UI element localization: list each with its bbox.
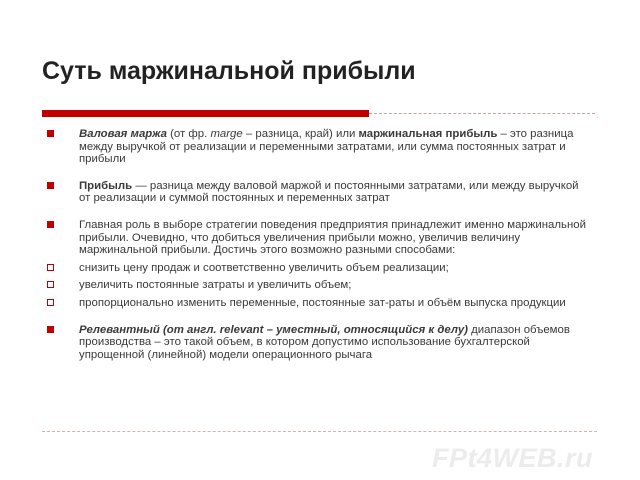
divider-red-bar — [42, 110, 369, 117]
bullet-way-2 — [44, 279, 589, 292]
bullet-hollow-square-icon — [47, 264, 54, 271]
bullet-text: – разница, край) или — [242, 128, 359, 140]
divider-dashed-line — [369, 113, 595, 114]
term-profit: Прибыль — [79, 179, 133, 192]
bullet-way-3 — [44, 297, 589, 310]
bullet-text: – это разница между выручкой от реализации и переменными затратами, или сумма постоянных затрат и прибыли — [79, 128, 574, 166]
divider-end-dot: . — [596, 111, 599, 120]
bullet-relevant-range — [44, 324, 589, 362]
bullet-square-icon — [47, 182, 54, 189]
bullet-text: увеличить постоянные затраты и увеличить объем; — [79, 279, 352, 292]
title-divider — [42, 110, 597, 119]
bullet-text: пропорционально изменить переменные, постоянные зат-раты и объём выпуска продукции — [79, 296, 566, 309]
term-marge: marge — [210, 128, 243, 140]
bullet-way-1 — [44, 262, 589, 275]
site-watermark: FPt4WEB.ru — [432, 443, 594, 473]
bullet-square-icon — [47, 326, 54, 333]
bullet-square-icon — [47, 130, 54, 137]
bullet-gross-margin — [44, 128, 589, 166]
term-gross-margin: Валовая маржа — [79, 128, 167, 140]
bullet-square-icon — [47, 221, 54, 228]
bullet-hollow-square-icon — [47, 299, 54, 306]
bullet-main-role — [44, 219, 589, 257]
term-relevant: Релевантный (от англ. relevant – уместный, относящийся к делу) — [79, 323, 468, 336]
bullet-profit — [44, 180, 589, 205]
bullet-text: диапазон объемов производства – это такой объем, в котором допустимо использование бухгалтерской упрощенной (линейной) модели операционного рычага — [79, 323, 570, 361]
bottom-divider — [42, 431, 597, 432]
bullet-text: снизить цену продаж и соответственно увеличить объем реализации; — [79, 261, 449, 274]
bullet-text: — разница между валовой маржой и постоянными затратами, или между выручкой от реализации и суммой постоянных и переменных затрат — [79, 179, 579, 205]
bullet-list — [44, 128, 589, 361]
bullet-text: Главная роль в выборе стратегии поведения предприятия принадлежит именно маржинальной прибыли. Очевидно, что добиться увеличения прибыли можно, увеличив величину маржинальной прибыли. Достичь этого возможно разными способами: — [79, 218, 586, 257]
term-marginal-profit: маржинальная прибыль — [358, 128, 498, 140]
bullet-text: (от фр. — [166, 128, 211, 140]
bullet-hollow-square-icon — [47, 281, 54, 288]
slide-title: Суть маржинальной прибыли — [42, 57, 416, 85]
